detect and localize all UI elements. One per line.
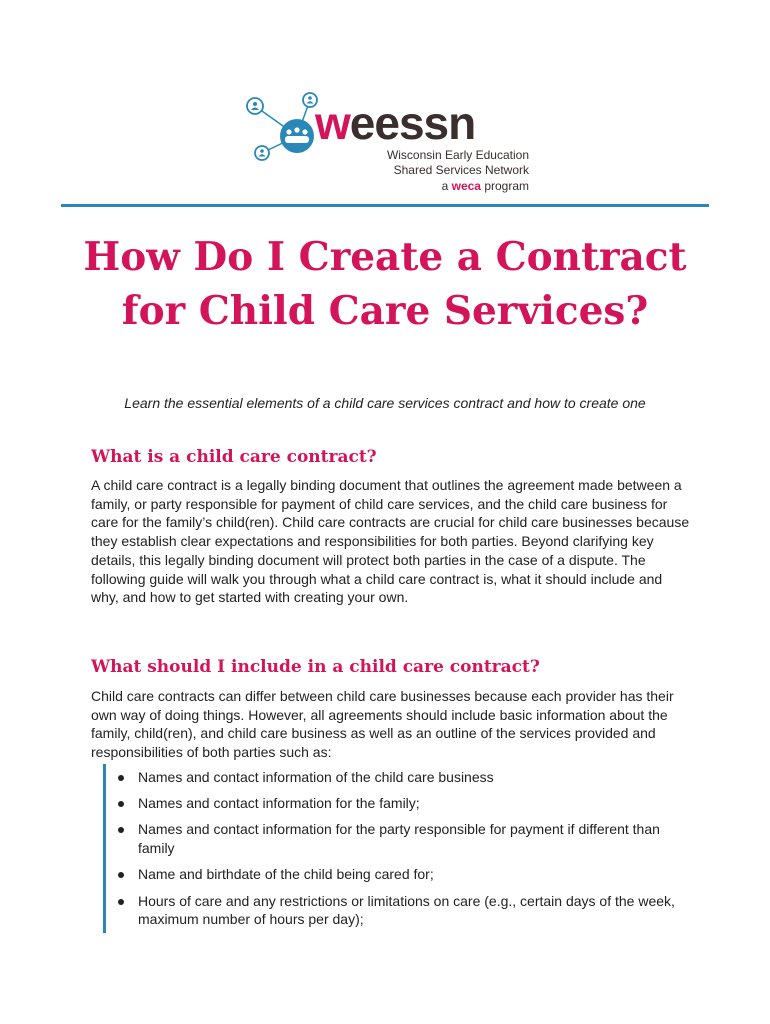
list-item-text: Names and contact information of the child care business <box>138 769 494 785</box>
logo-line-2: Shared Services Network <box>393 163 529 177</box>
list-item <box>106 892 696 929</box>
bullet-dot-icon <box>118 775 124 781</box>
bullet-dot-icon <box>118 872 124 878</box>
weessn-logo <box>235 86 535 198</box>
list-item-text: Name and birthdate of the child being cared for; <box>138 866 434 883</box>
list-item <box>106 820 696 857</box>
include-bullet-list <box>103 764 696 933</box>
list-item-text: Hours of care and any restrictions or limitations on care (e.g., certain days of the week, maximum number of hours per day); <box>138 892 675 928</box>
network-icon <box>235 86 325 176</box>
section-heading-what-is: What is a child care contract? <box>91 447 377 467</box>
list-item <box>106 865 696 884</box>
logo-wordmark <box>315 97 476 149</box>
list-item <box>106 794 696 813</box>
logo-line-1: Wisconsin Early Education <box>386 148 529 162</box>
logo-word-first: w <box>315 97 350 149</box>
section-heading-what-include: What should I include in a child care contract? <box>91 657 540 677</box>
page-subtitle: Learn the essential elements of a child care services contract and how to create one <box>124 395 646 411</box>
list-item-text: Names and contact information for the family; <box>138 795 420 812</box>
logo-tag-suffix: program <box>484 179 529 193</box>
bullet-dot-icon <box>118 801 124 807</box>
bullet-dot-icon <box>118 899 124 905</box>
section-body-what-include: Child care contracts can differ between child care businesses because each provider has their own way of doing things. However, all agreements should include basic information about the family, child(ren), and child care business as well as an outline of the services provided and responsibilities of both parties such as: <box>91 688 674 761</box>
logo-tagline <box>359 179 529 193</box>
bullet-dot-icon <box>118 827 124 833</box>
page-title: How Do I Create a Contract for Child Care Services? <box>83 234 687 334</box>
logo-tag-prefix: a <box>441 179 449 193</box>
section-body-what-is: A child care contract is a legally binding document that outlines the agreement made between a family, or party responsible for payment of child care services, and the child care business for care for the family’s child(ren). Child care contracts are crucial for child care businesses because they establish clear expectations and responsibilities for both parties. Beyond clarifying key details, this legally binding document will protect both parties in the case of a dispute. The following guide will walk you through what a child care contract is, what it should include and why, and how to get started with creating your own. <box>91 477 690 606</box>
list-item-text: Names and contact information for the party responsible for payment if different than family <box>138 821 660 857</box>
logo-tag-brand: weca <box>451 179 481 193</box>
list-item <box>106 768 696 787</box>
header-divider <box>61 204 709 207</box>
logo-word-rest: eessn <box>349 97 476 149</box>
